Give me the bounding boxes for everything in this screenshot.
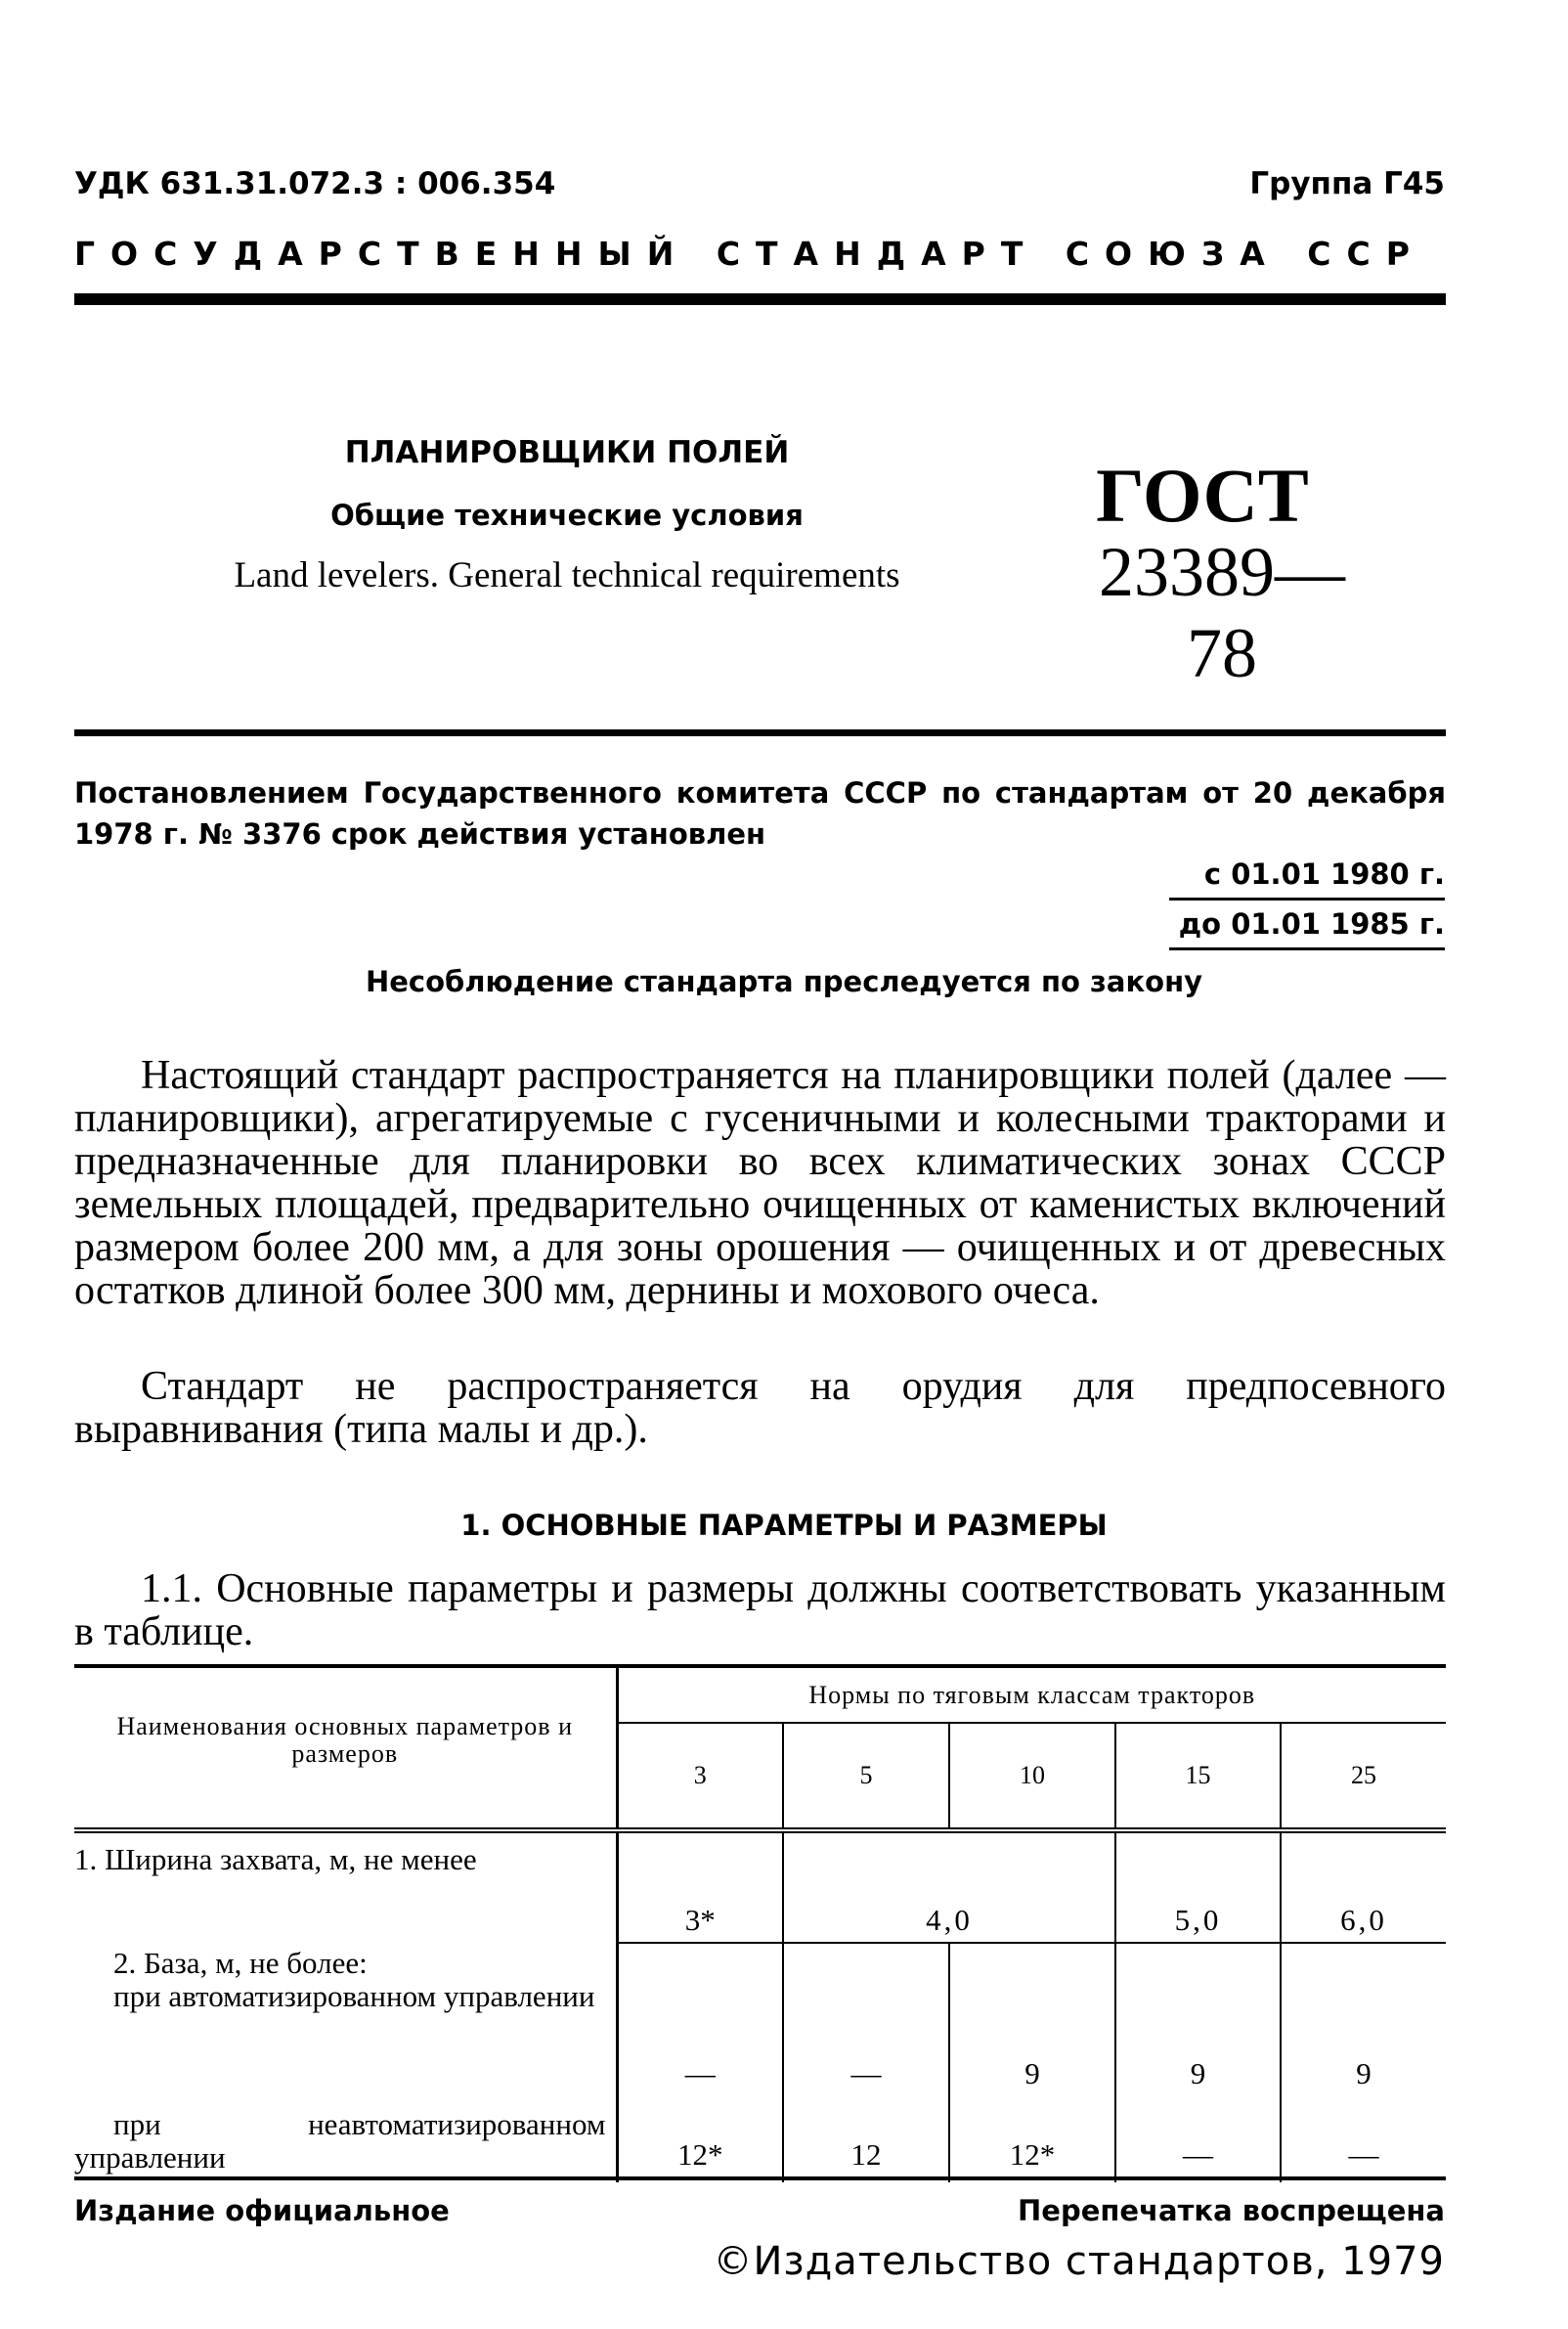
document-title: ПЛАНИРОВЩИКИ ПОЛЕЙ [344, 435, 790, 470]
class-header: 15 [1115, 1723, 1281, 1830]
document-subtitle: Общие технические условия [330, 499, 804, 532]
auto-class-3: — [617, 1943, 783, 2099]
width-class-3: 3* [617, 1830, 783, 1943]
title-rule [74, 729, 1446, 736]
legal-notice: Несоблюдение стандарта преследуется по закону [365, 965, 1203, 998]
edition-note: Издание официальное [74, 2194, 450, 2227]
manual-class-3: 12* [617, 2099, 783, 2182]
row-width-label: 1. Ширина захвата, м, не менее [74, 1830, 617, 1943]
class-header: 25 [1281, 1723, 1446, 1830]
row-base [74, 1943, 617, 2099]
document-title-english: Land levelers. General technical requirements [234, 555, 900, 595]
clause-1-1-text: 1.1. Основные параметры и размеры должны соответствовать указанным в таблице. [74, 1566, 1446, 1654]
gost-number: 23389—78 [1099, 533, 1345, 692]
auto-class-25: 9 [1356, 2056, 1372, 2090]
width-class-25: 6,0 [1281, 1830, 1446, 1943]
exclusion-paragraph [74, 1365, 1446, 1451]
scope-paragraph [74, 1054, 1446, 1312]
section-heading: 1. ОСНОВНЫЕ ПАРАМЕТРЫ И РАЗМЕРЫ [460, 1509, 1108, 1542]
gost-label: ГОСТ [1096, 453, 1309, 538]
manual-class-15: — [1115, 2099, 1281, 2182]
group-code: Группа Г45 [1249, 166, 1445, 201]
row-manual-label: при неавтоматизированном управлении [74, 2099, 617, 2182]
publisher-copyright: ©Издательство стандартов, 1979 [713, 2239, 1445, 2284]
param-header: Наименования основных параметров и размеров [74, 1666, 617, 1830]
valid-to: до 01.01 1985 г. [1169, 898, 1445, 950]
validity-period [1132, 851, 1445, 950]
clause-1-1 [74, 1567, 1446, 1653]
row-auto-label: при автоматизированном управлении [113, 1979, 595, 2013]
norms-header: Нормы по тяговым классам тракторов [617, 1666, 1446, 1723]
class-header: 5 [783, 1723, 949, 1830]
auto-class-5: — [783, 1943, 949, 2099]
width-class-5-10: 4,0 [783, 1830, 1115, 1943]
auto-class-15: 9 [1115, 1943, 1281, 2099]
valid-from: с 01.01 1980 г. [1203, 857, 1445, 891]
parameters-table [74, 1664, 1446, 2182]
header-rule [74, 293, 1446, 305]
class-header: 10 [949, 1723, 1115, 1830]
manual-class-5: 12 [783, 2099, 949, 2182]
scope-text: Настоящий стандарт распространяется на планировщики полей (далее — планировщики), агрегатируемые с гусеничными и колесными тракторами и предназначенные для планировки во всех климатических зонах СССР земельных площадей, предварительно очищенных от каменистых включений размером более 200 мм, а для зоны орошения — очищенных и от древесных остатков длиной более 300 мм, дернины и мохового очеса. [74, 1053, 1446, 1313]
manual-class-25: — [1348, 2137, 1379, 2172]
standard-line: ГОСУДАРСТВЕННЫЙ СТАНДАРТ СОЮЗА ССР [74, 235, 1425, 273]
udk-code: УДК 631.31.072.3 : 006.354 [74, 166, 556, 201]
class-header: 3 [617, 1723, 783, 1830]
auto-class-10: 9 [949, 1943, 1115, 2099]
exclusion-text: Стандарт не распространяется на орудия для предпосевного выравнивания (типа малы и др.). [74, 1364, 1446, 1452]
manual-class-10: 12* [949, 2099, 1115, 2182]
row-base-label: 2. База, м, не более: [113, 1946, 368, 1980]
width-class-15: 5,0 [1115, 1830, 1281, 1943]
footer-rule [74, 2176, 1446, 2180]
resolution-text: Постановлением Государственного комитета СССР по стандартам от 20 декабря 1978 г. № 3376 срок действия установлен [74, 776, 1446, 851]
reprint-note: Перепечатка воспрещена [1018, 2194, 1445, 2227]
